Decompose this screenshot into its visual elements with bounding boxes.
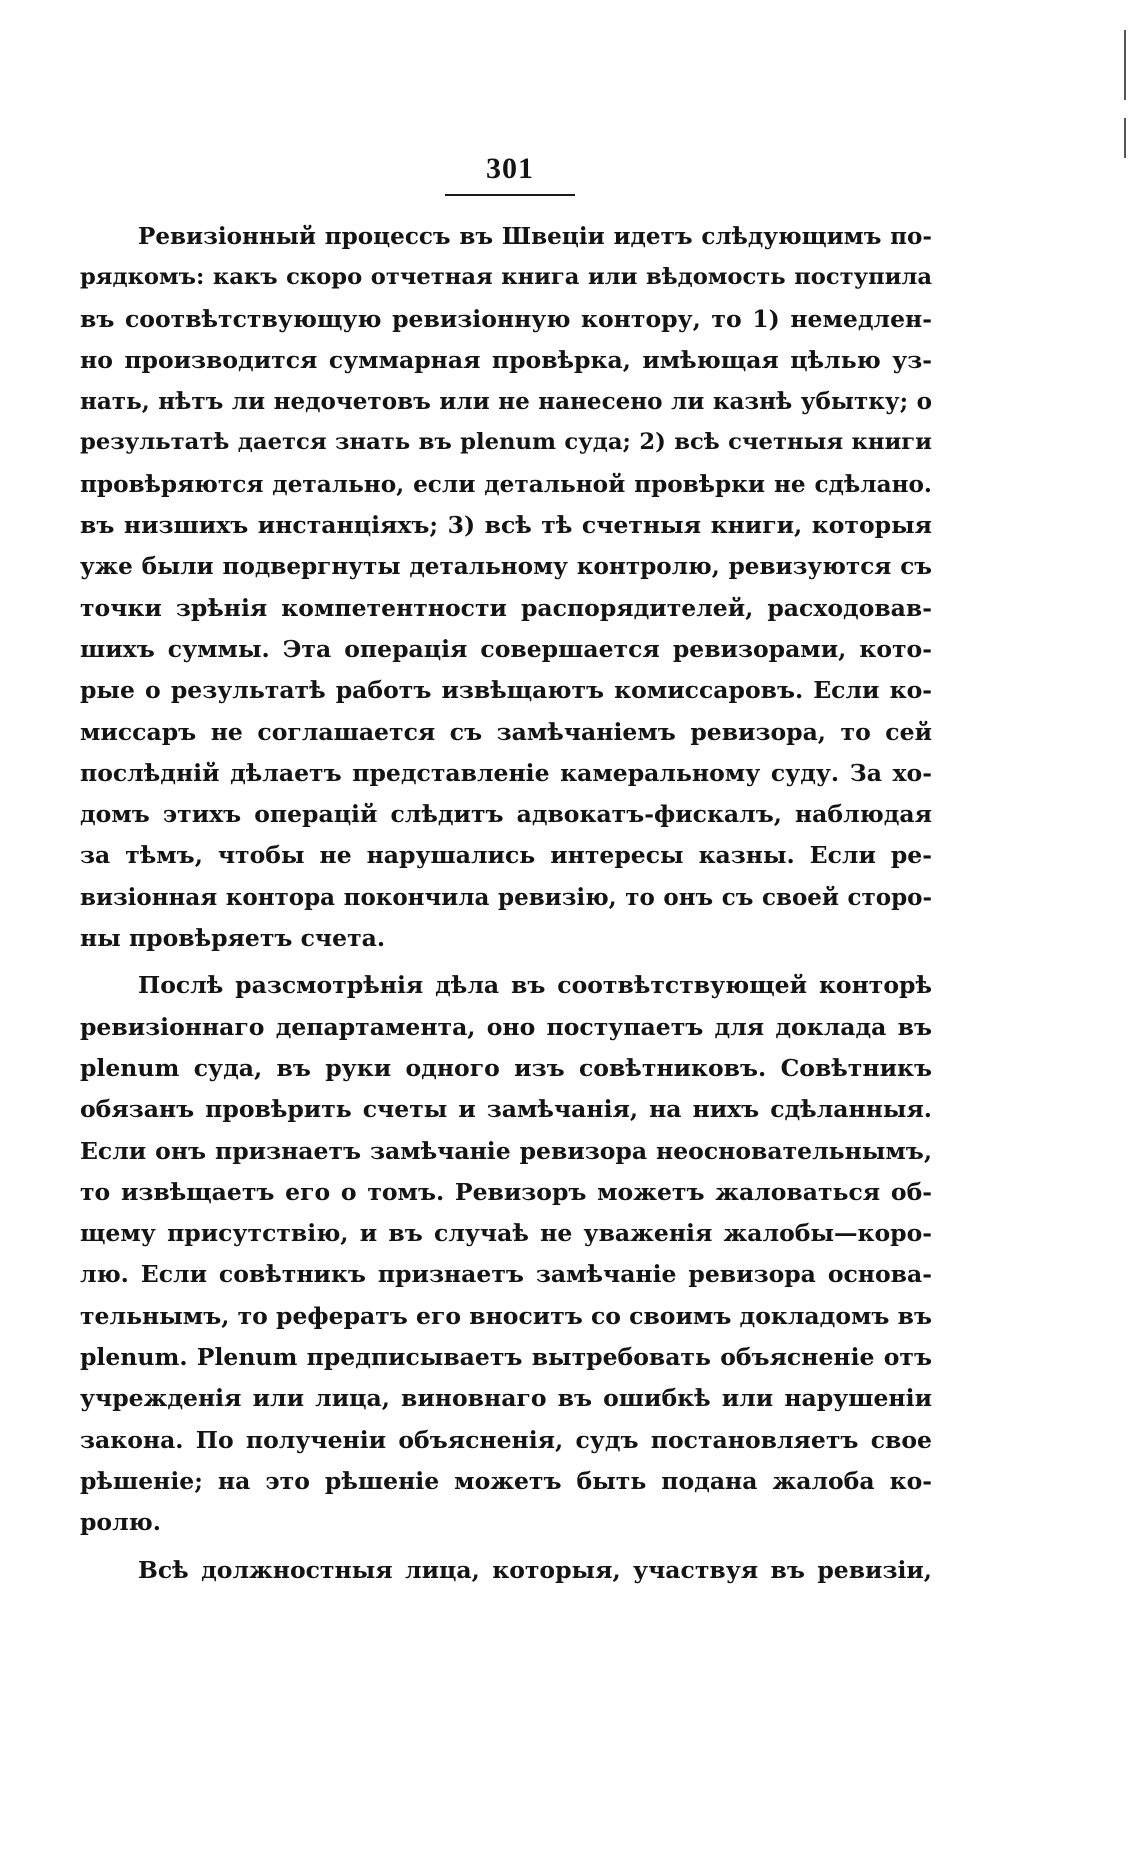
body-text bbox=[80, 216, 932, 1591]
text-line: провѣряются детально, если детальной провѣрки не сдѣлано. bbox=[80, 470, 932, 498]
text-line: учрежденія или лица, виновнаго въ ошибкѣ или нарушеніи bbox=[80, 1384, 932, 1413]
text-line: plenum. Plenum предписываетъ вытребовать объясненіе отъ bbox=[80, 1343, 932, 1372]
text-line: закона. По полученіи объясненія, судъ постановляетъ свое bbox=[80, 1425, 932, 1454]
scan-edge-mark bbox=[1124, 30, 1126, 100]
text-line: точки зрѣнія компетентности распорядителей, расходовав- bbox=[80, 593, 932, 622]
text-line: визіонная контора покончила ревизію, то онъ съ своей сторо- bbox=[80, 883, 932, 911]
text-line: ролю. bbox=[80, 1508, 161, 1537]
text-line: то извѣщаетъ его о томъ. Ревизоръ можетъ жаловаться об- bbox=[80, 1177, 932, 1206]
text-line: въ соотвѣтствующую ревизіонную контору, то 1) немедлен- bbox=[80, 304, 932, 333]
paragraph-2 bbox=[80, 965, 932, 1543]
text-line: обязанъ провѣрить счеты и замѣчанія, на нихъ сдѣланныя. bbox=[80, 1095, 932, 1124]
text-line: щему присутствію, и въ случаѣ не уваженія жалобы—коро- bbox=[80, 1219, 932, 1248]
paragraph-3 bbox=[80, 1550, 932, 1591]
paragraph-1 bbox=[80, 216, 932, 959]
text-line: домъ этихъ операцій слѣдитъ адвокатъ-фискалъ, наблюдая bbox=[80, 800, 932, 829]
text-line: нать, нѣтъ ли недочетовъ или не нанесено ли казнѣ убытку; о bbox=[80, 388, 932, 416]
text-line: рѣшеніе; на это рѣшеніе можетъ быть подана жалоба ко- bbox=[80, 1466, 932, 1495]
scan-edge-mark bbox=[1124, 118, 1126, 158]
page-number-rule bbox=[445, 194, 575, 196]
page-number: 301 bbox=[486, 152, 534, 185]
text-line: въ низшихъ инстанціяхъ; 3) всѣ тѣ счетныя книги, которыя bbox=[80, 511, 932, 540]
text-line: рядкомъ: какъ скоро отчетная книга или вѣдомость поступила bbox=[80, 264, 932, 291]
text-line: миссаръ не соглашается съ замѣчаніемъ ревизора, то сей bbox=[80, 717, 932, 746]
text-line: Ревизіонный процессъ въ Швеціи идетъ слѣдующимъ по- bbox=[138, 223, 932, 250]
text-line: plenum суда, въ руки одного изъ совѣтниковъ. Совѣтникъ bbox=[80, 1053, 932, 1082]
text-line: за тѣмъ, чтобы не нарушались интересы казны. Если ре- bbox=[80, 841, 932, 870]
text-line: ны провѣряетъ счета. bbox=[80, 924, 386, 953]
text-line: послѣдній дѣлаетъ представленіе камеральному суду. За хо- bbox=[80, 758, 932, 787]
text-line: тельнымъ, то рефератъ его вноситъ со своимъ докладомъ въ bbox=[80, 1301, 932, 1330]
text-line: шихъ суммы. Эта операція совершается ревизорами, кото- bbox=[80, 634, 932, 663]
text-line: Послѣ разсмотрѣнія дѣла въ соотвѣтствующей конторѣ bbox=[138, 971, 932, 1000]
text-line: рые о результатѣ работъ извѣщаютъ комиссаровъ. Если ко- bbox=[80, 676, 932, 705]
text-line: результатѣ дается знать въ plenum суда; 2) всѣ счетныя книги bbox=[80, 429, 932, 456]
text-line: но производится суммарная провѣрка, имѣющая цѣлью уз- bbox=[80, 345, 932, 374]
text-line: Всѣ должностныя лица, которыя, участвуя въ ревизіи, bbox=[138, 1555, 932, 1584]
text-line: лю. Если совѣтникъ признаетъ замѣчаніе ревизора основа- bbox=[80, 1260, 932, 1289]
text-line: ревизіоннаго департамента, оно поступаетъ для доклада въ bbox=[80, 1012, 932, 1041]
text-line: Если онъ признаетъ замѣчаніе ревизора неосновательнымъ, bbox=[80, 1136, 932, 1165]
text-line: уже были подвергнуты детальному контролю, ревизуются съ bbox=[80, 553, 932, 581]
